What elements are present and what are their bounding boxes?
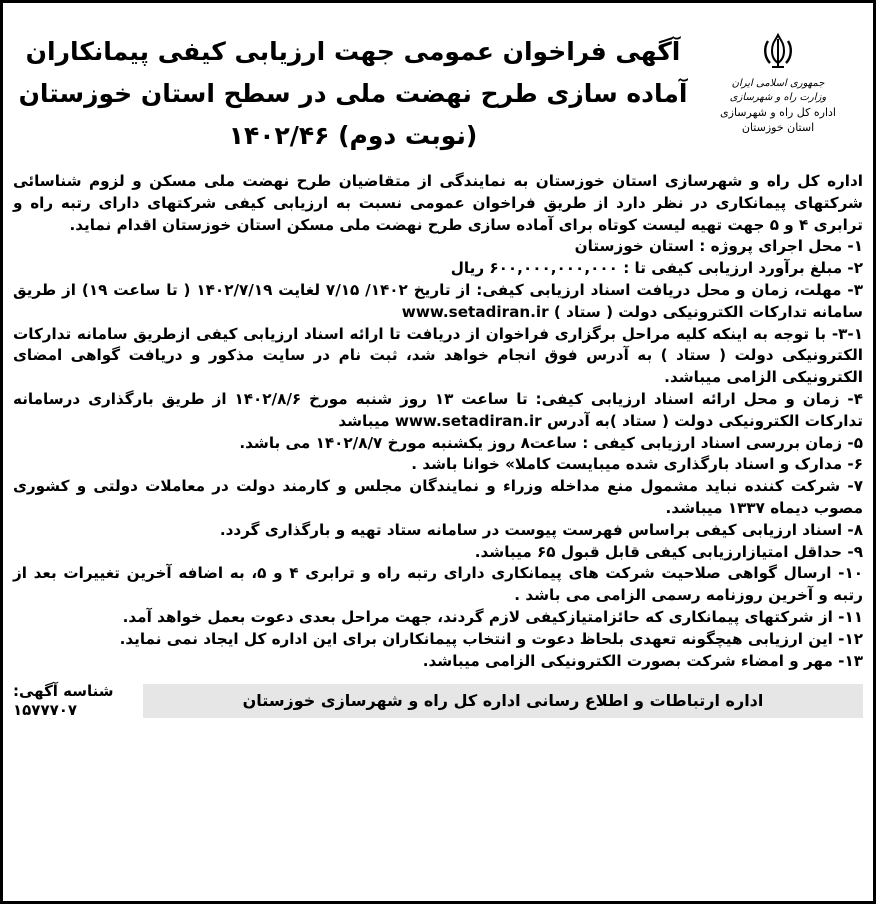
clause-8: ۸- اسناد ارزیابی کیفی براساس فهرست پیوست در سامانه ستاد تهیه و بارگذاری گردد.: [219, 520, 863, 539]
title-line-1: آگهی فراخوان عمومی جهت ارزیابی کیفی پیمانکاران: [25, 37, 681, 66]
ad-id-label: شناسه آگهی:: [13, 682, 114, 701]
notice-title: [13, 11, 693, 157]
title-line-2: آماده سازی طرح نهضت ملی در سطح استان خوزستان: [18, 79, 688, 108]
intro-paragraph: اداره کل راه و شهرسازی استان خوزستان به نمایندگی از متقاضیان طرح نهضت ملی مسکن و لزوم شناسائی شرکتهای پیمانکاری در نظر دارد از طریق فراخوان عمومی نسبت به ارزیابی کیفی شرکتهای دارای رتبه راه و ترابری ۴ و ۵ جهت تهیه لیست کوتاه برای آماده سازی طرح نهضت ملی مسکن استان خوزستان اقدام نماید.: [13, 172, 863, 234]
publisher-bar: اداره ارتباطات و اطلاع رسانی اداره کل راه و شهرسازی خوزستان: [143, 684, 863, 718]
clause-3: ۳- مهلت، زمان و محل دریافت اسناد ارزیابی کیفی: از تاریخ ۱۴۰۲/ ۷/۱۵ لغایت ۱۴۰۲/۷/۱۹ ( تا ساعت ۱۹) از طریق سامانه تدارکات الکترونیکی دولت ( ستاد ) www.setadiran.ir: [13, 280, 863, 321]
ministry-logo: [693, 11, 863, 135]
clause-2: ۲- مبلغ برآورد ارزیابی کیفی تا : ۶۰۰,۰۰۰,۰۰۰,۰۰۰ ریال: [450, 259, 863, 278]
logo-line-country: جمهوری اسلامی ایران: [731, 78, 825, 89]
clause-3-1: ۳-۱- با توجه به اینکه کلیه مراحل برگزاری فراخوان از دریافت تا ارائه اسناد ارزیابی کیفی ازطریق سامانه تدارکات الکترونیکی دولت ( ستاد ) به آدرس فوق انجام خواهد شد، ثبت نام در سایت مذکور و دریافت گواهی امضای الکترونیکی الزامی میباشد.: [13, 324, 863, 387]
clause-10: ۱۰- ارسال گواهی صلاحیت شرکت های پیمانکاری دارای رتبه راه و ترابری ۴ و ۵، به اضافه آخرین تغییرات بعد از رتبه و آخرین روزنامه رسمی الزامی می باشد .: [13, 564, 863, 605]
clause-5: ۵- زمان بررسی اسناد ارزیابی کیفی : ساعت۸ روز یکشنبه مورخ ۱۴۰۲/۸/۷ می باشد.: [239, 433, 863, 452]
clause-11: ۱۱- از شرکتهای پیمانکاری که حائزامتیازکیفی لازم گردند، جهت مراحل بعدی دعوت بعمل خواهد آمد.: [122, 607, 863, 626]
notice-header: [13, 11, 863, 171]
title-line-3: (نوبت دوم) ۱۴۰۲/۴۶: [228, 121, 478, 150]
logo-line-office: اداره کل راه و شهرسازی: [720, 106, 836, 119]
notice-footer: [13, 682, 863, 720]
logo-line-province: استان خوزستان: [741, 121, 815, 134]
clause-12: ۱۲- این ارزیابی هیچگونه تعهدی بلحاظ دعوت و انتخاب پیمانکاران برای این اداره کل ایجاد نمی نماید.: [119, 629, 863, 648]
iran-emblem-icon: [758, 31, 798, 71]
clause-13: ۱۳- مهر و امضاء شرکت بصورت الکترونیکی الزامی میباشد.: [422, 651, 863, 670]
ad-id-value: ۱۵۷۷۷۰۷: [13, 701, 78, 720]
logo-line-ministry: وزارت راه و شهرسازی: [729, 92, 827, 103]
clause-7: ۷- شرکت کننده نباید مشمول منع مداخله وزراء و نمایندگان مجلس و کارمند دولت در معاملات دولتی و کشوری مصوب دیماه ۱۳۳۷ میباشد.: [13, 477, 863, 517]
clause-4: ۴- زمان و محل ارائه اسناد ارزیابی کیفی: تا ساعت ۱۳ روز شنبه مورخ ۱۴۰۲/۸/۶ از طریق بارگذاری درسامانه تدارکات الکترونیکی دولت ( ستاد )به آدرس www.setadiran.ir میباشد: [13, 389, 863, 430]
clause-1: ۱- محل اجرای پروژه : استان خوزستان: [574, 237, 863, 256]
clause-9: ۹- حداقل امتیازارزیابی کیفی قابل قبول ۶۵ میباشد.: [474, 542, 863, 561]
ad-id: [13, 682, 123, 720]
clause-6: ۶- مدارک و اسناد بارگذاری شده میبایست کاملا» خوانا باشد .: [411, 455, 863, 474]
notice-body: [13, 171, 863, 672]
